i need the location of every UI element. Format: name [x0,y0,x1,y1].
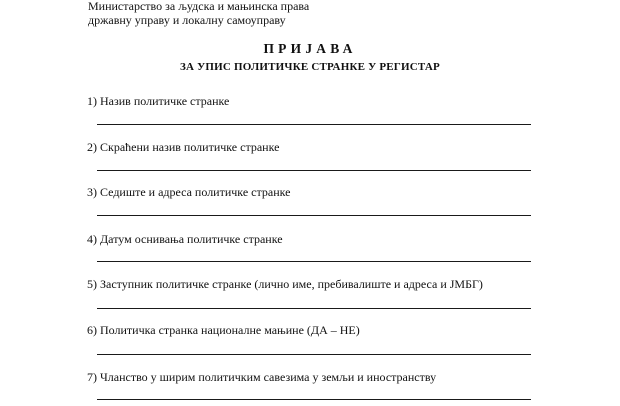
field-line-representative[interactable] [97,308,531,309]
field-line-party-name[interactable] [97,124,531,125]
ministry-name-line-2: државну управу и локалну самоуправу [88,13,286,27]
field-label-short-name: 2) Скраћени назив политичке странке [87,140,280,154]
field-line-seat-address[interactable] [97,215,531,216]
field-label-founding-date: 4) Датум оснивања политичке странке [87,232,283,246]
form-subtitle: ЗА УПИС ПОЛИТИЧКЕ СТРАНКЕ У РЕГИСТАР [180,61,440,73]
field-line-alliance-membership[interactable] [97,399,531,400]
ministry-name-line-1: Министарство за људска и мањинска права [88,0,310,13]
form-title: ПРИЈАВА [263,41,357,56]
field-label-representative: 5) Заступник политичке странке (лично име, пребивалиште и адреса и ЈМБГ) [87,277,483,291]
field-label-party-name: 1) Назив политичке странке [87,94,230,108]
field-line-founding-date[interactable] [97,261,531,262]
field-label-alliance-membership: 7) Чланство у ширим политичким савезима у земљи и иностранству [87,370,437,384]
field-label-national-minority: 6) Политичка странка националне мањине (ДА – НЕ) [87,323,360,337]
field-label-seat-address: 3) Седиште и адреса политичке странке [87,185,291,199]
field-line-national-minority[interactable] [97,354,531,355]
field-line-short-name[interactable] [97,170,531,171]
